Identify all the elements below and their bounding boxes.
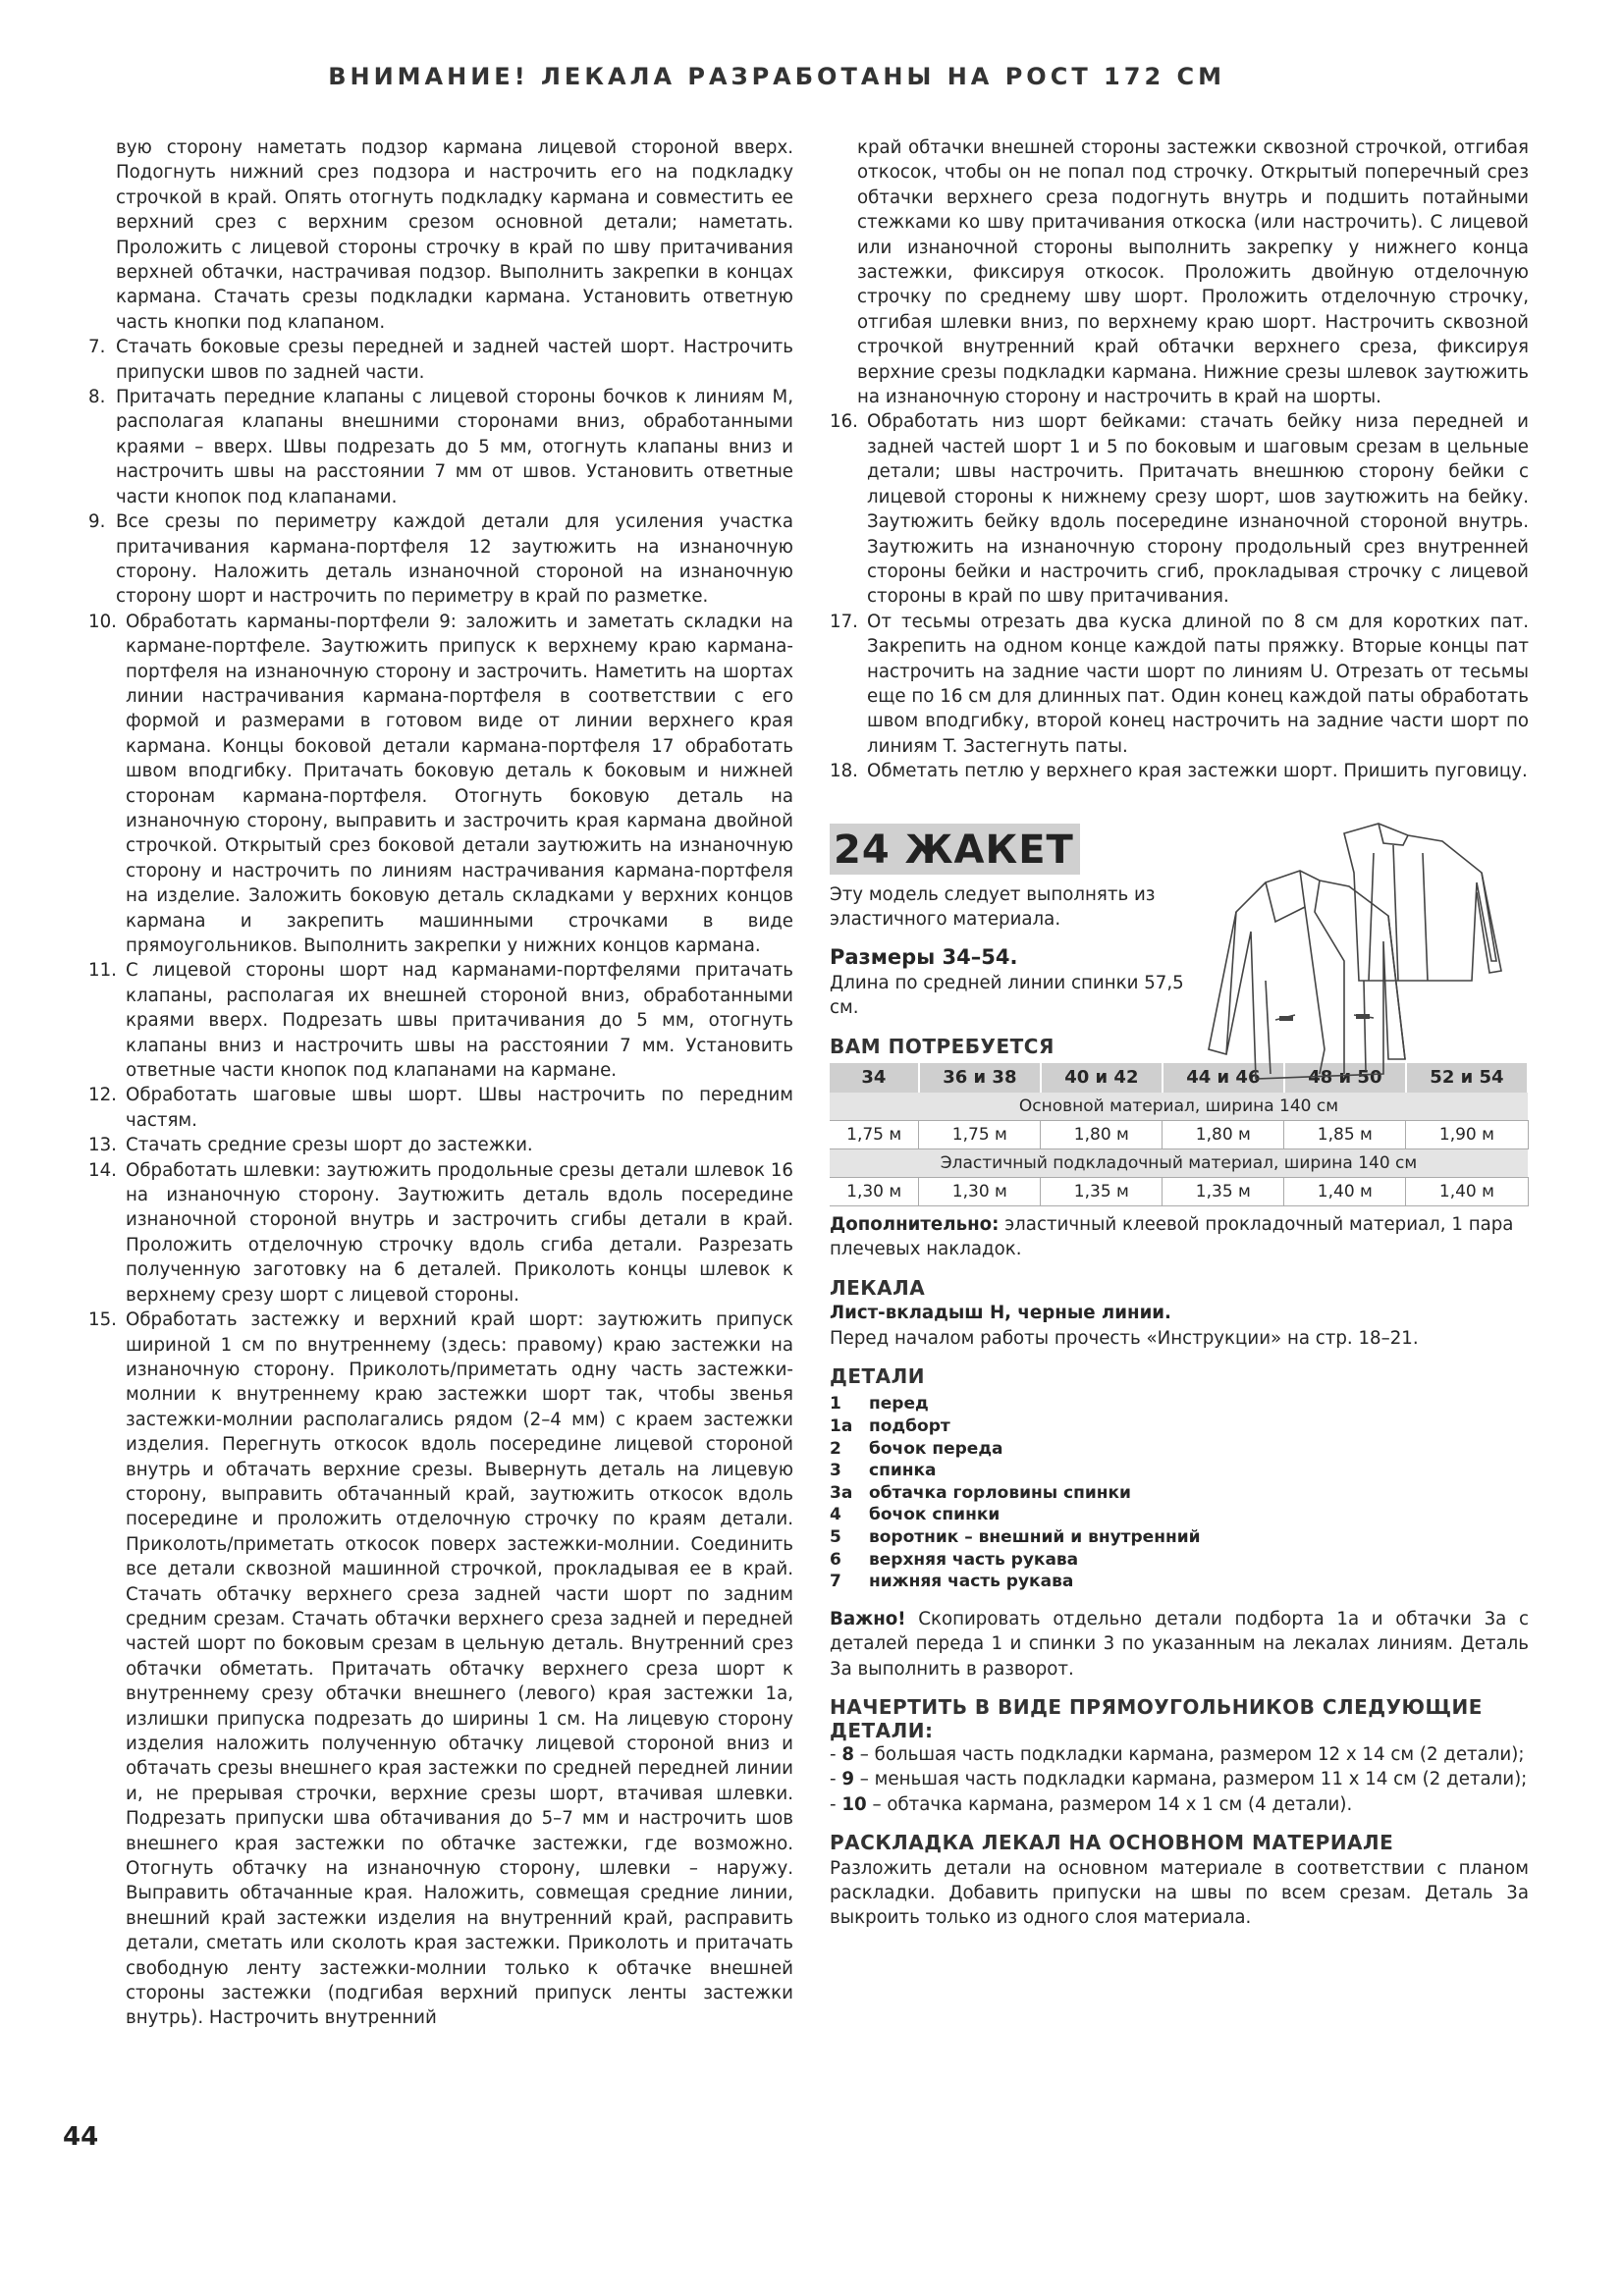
right-column xyxy=(830,135,1529,1931)
rect-number: 10 xyxy=(841,1793,867,1815)
detail-number: 7 xyxy=(830,1572,841,1592)
detail-label: верхняя часть рукава xyxy=(869,1549,1079,1570)
lining-material-value: 1,30 м xyxy=(830,1178,919,1206)
right-intro: край обтачки внешней стороны застежки сквозной строчкой, отгибая откосок, чтобы он не попал под строчку. Открытый поперечный срез обтачки верхнего среза подогнуть внутрь и подшить потайными стежками ко шву притачивания откоска (или настрочить). С лицевой или изнаночной стороны выполнить закрепку у нижнего конца застежки, фиксируя откосок. Проложить двойную отделочную строчку по среднему шву шорт. Проложить отделочную строчку, отгибая шлевки вниз, по верхнему краю шорт. Настрочить сквозной строчкой внутренний край обтачки верхнего среза, фиксируя верхние срезы подкладки кармана. Нижние срезы шлевок заутюжить на изнаночную сторону и настрочить в край на шорты. xyxy=(857,137,1529,408)
step-text: От тесьмы отрезать два куска длиной по 8 см для коротких пат. Закрепить на одном конце каждой паты пряжку. Вторые концы пат настрочить на задние части шорт по линиям U. Отрезать от тесьмы еще по 16 см для длинных пат. Один конец каждой паты обработать швом вподгибку, второй конец настрочить на задние части шорт по линиям T. Застегнуть паты. xyxy=(867,611,1529,757)
detail-item xyxy=(830,1393,1529,1415)
important-text: Скопировать отдельно детали подборта 1а и обтачки 3а с деталей переда 1 и спинки 3 по указанным на лекалах линиям. Деталь 3а выполнить в разворот. xyxy=(830,1608,1529,1680)
step-number: 8. xyxy=(88,387,106,408)
size-header: 36 и 38 xyxy=(919,1063,1041,1093)
main-material-value: 1,80 м xyxy=(1163,1121,1284,1149)
main-material-values xyxy=(830,1121,1528,1149)
details-title: ДЕТАЛИ xyxy=(830,1364,925,1389)
rect-prefix: - xyxy=(830,1744,842,1765)
model-sizes: Размеры 34–54. xyxy=(830,945,1018,970)
step-item xyxy=(830,759,1529,783)
patterns-note: Перед началом работы прочесть «Инструкции» на стр. 18–21. xyxy=(830,1327,1419,1349)
step-text: Обработать застежку и верхний край шорт: заутюжить припуск шириной 1 см по внутреннему (здесь: правому) краю застежки на изнаночную сторону. Приколоть/приметать одну часть застежки-молнии к внутреннему краю застежки шорт так, чтобы звенья застежки-молнии располагались рядом (2–4 мм) с краем застежки изделия. Перегнуть откосок вдоль посередине лицевой стороной внутрь и обтачать верхние срезы. Вывернуть деталь на лицевую сторону, выправить обтачанный край, заутюжить откосок вдоль посередине и проложить отделочную строчку по краям детали. Приколоть/приметать откосок поверх застежки-молнии. Соединить все детали сквозной машинной строчкой, прокладывая ее в край. Стачать обтачку верхнего среза задней части шорт по задним средним срезам. Стачать обтачки верхнего среза задней и передней частей шорт по боковым срезам в цельную деталь. Внутренний срез обтачки обметать. Притачать обтачку верхнего среза шорт к внутреннему срезу обтачки внешнего (левого) края застежки 1а, излишки припуска подрезать до ширины 1 см. На лицевую сторону изделия наложить полученную обтачку лицевой стороной вниз и обтачать срезы внешнего края застежки по средней передней линии и, не прерывая строчки, верхние срезы шорт, втачивая шлевки. Подрезать припуски шва обтачивания до 5–7 мм и настрочить шов внешнего края застежки по обтачке застежки, где возможно. Отогнуть обтачку на изнаночную сторону, шлевки – наружу. Выправить обтачанные края. Наложить, совмещая средние линии, внешний край застежки изделия на внутренний край, расправить детали, сметать или сколоть края застежки. Приколоть и притачать свободную ленту застежки-молнии только к обтачке внешней стороны застежки (подгибая верхний припуск ленты застежки внутрь). Настрочить внутренний xyxy=(126,1309,793,2029)
rect-text: – большая часть подкладки кармана, размером 12 х 14 см (2 детали); xyxy=(854,1744,1525,1765)
step-number: 15. xyxy=(88,1309,117,1331)
rect-item xyxy=(830,1792,1529,1817)
layout-text: Разложить детали на основном материале в соответствии с планом раскладки. Добавить припуски на швы по всем срезам. Деталь 3а выкроить только из одного слоя материала. xyxy=(830,1857,1529,1929)
step-item xyxy=(88,1133,793,1157)
step-text: Обработать шаговые швы шорт. Швы настрочить по передним частям. xyxy=(126,1085,793,1131)
detail-number: 6 xyxy=(830,1549,841,1570)
step-text: Все срезы по периметру каждой детали для усиления участка притачивания кармана-портфеля 12 заутюжить на изнаночную сторону. Наложить деталь изнаночной стороной на изнаночную сторону шорт и настрочить по периметру в край по разметке. xyxy=(116,511,793,608)
rect-number: 8 xyxy=(841,1744,855,1765)
main-material-value: 1,85 м xyxy=(1284,1121,1406,1149)
step-text: Стачать боковые срезы передней и задней частей шорт. Настрочить припуски швов по задней части. xyxy=(116,337,793,383)
left-column xyxy=(88,135,793,2031)
step-number: 10. xyxy=(88,611,117,632)
rect-text: – обтачка кармана, размером 14 х 1 см (4 детали). xyxy=(866,1793,1353,1815)
detail-number: 2 xyxy=(830,1438,841,1459)
detail-item xyxy=(830,1549,1529,1572)
patterns-sheet: Лист-вкладыш Н, черные линии. xyxy=(830,1303,1171,1324)
step-text: Стачать средние срезы шорт до застежки. xyxy=(126,1135,533,1156)
detail-item xyxy=(830,1438,1529,1461)
step-number: 13. xyxy=(88,1135,117,1156)
lining-material-value: 1,40 м xyxy=(1284,1178,1406,1206)
step-number: 11. xyxy=(88,960,117,982)
header-title: ВНИМАНИЕ! ЛЕКАЛА РАЗРАБОТАНЫ НА РОСТ 172 СМ xyxy=(328,63,1225,90)
rect-prefix: - xyxy=(830,1793,842,1815)
important-note xyxy=(830,1607,1529,1682)
main-material-value: 1,75 м xyxy=(919,1121,1041,1149)
step-number: 14. xyxy=(88,1159,117,1181)
lining-material-value: 1,40 м xyxy=(1406,1178,1528,1206)
detail-item xyxy=(830,1504,1529,1526)
detail-label: перед xyxy=(869,1394,929,1415)
detail-label: воротник – внешний и внутренний xyxy=(869,1527,1201,1547)
detail-item xyxy=(830,1415,1529,1438)
step-item xyxy=(88,1308,793,2031)
lining-material-values xyxy=(830,1178,1528,1206)
detail-label: бочок переда xyxy=(869,1438,1003,1459)
step-item xyxy=(88,1158,793,1308)
step-item xyxy=(88,509,793,610)
detail-label: нижняя часть рукава xyxy=(869,1572,1074,1592)
step-text: Обработать низ шорт бейками: стачать бейку низа передней и задней частей шорт 1 и 5 по боковым и шаговым срезам в цельные детали; швы настрочить. Притачать внешнюю сторону бейки с лицевой стороны к нижнему срезу шорт, шов заутюжить на бейку. Заутюжить бейку вдоль посередине изнаночной стороной внутрь. Заутюжить на изнаночную сторону продольный срез внутренней стороны бейки и настрочить сгиб, прокладывая строчку с лицевой стороны в край по шву притачивания. xyxy=(867,411,1529,608)
details-list xyxy=(830,1393,1529,1592)
main-material-label: Основной материал, ширина 140 см xyxy=(830,1093,1528,1121)
important-label: Важно! xyxy=(830,1608,906,1629)
model-length: Длина по средней линии спинки 57,5 см. xyxy=(830,972,1184,1019)
step-item xyxy=(88,610,793,959)
size-header: 48 и 50 xyxy=(1284,1063,1406,1093)
step-item xyxy=(830,409,1529,609)
left-steps xyxy=(88,335,793,2031)
header-bar xyxy=(0,0,1623,126)
size-header: 40 и 42 xyxy=(1041,1063,1163,1093)
step-text: Обработать шлевки: заутюжить продольные срезы детали шлевок 16 на изнаночную сторону. Заутюжить деталь вдоль посередине изнаночной стороной внутрь и застрочить сгибы детали в край. Проложить отделочную строчку вдоль сгиба детали. Разрезать полученную заготовку на 6 деталей. Приколоть концы шлевок к верхнему срезу шорт с лицевой стороны. xyxy=(126,1159,793,1306)
right-steps xyxy=(830,409,1529,783)
main-material-value: 1,75 м xyxy=(830,1121,919,1149)
step-item xyxy=(88,385,793,509)
left-intro: вую сторону наметать подзор кармана лицевой стороной вверх. Подогнуть нижний срез подзора и настрочить его на подкладку строчкой в край. Опять отогнуть подкладку кармана и совместить ее верхний срез с верхним срезом основной детали; наметать. Проложить с лицевой стороны строчку в край по шву притачивания верхней обтачки, настрачивая подзор. Выполнить закрепки в концах кармана. Стачать срезы подкладки кармана. Установить ответную часть кнопки под клапаном. xyxy=(116,137,793,333)
rect-list xyxy=(830,1742,1529,1817)
rect-text: – меньшая часть подкладки кармана, размером 11 х 14 см (2 детали); xyxy=(854,1769,1528,1790)
step-item xyxy=(830,610,1529,759)
needs-title: ВАМ ПОТРЕБУЕТСЯ xyxy=(830,1034,1055,1058)
rect-number: 9 xyxy=(841,1769,855,1790)
step-number: 9. xyxy=(88,511,106,533)
main-material-value: 1,80 м xyxy=(1041,1121,1163,1149)
rect-item xyxy=(830,1767,1529,1791)
jacket-sketch xyxy=(1197,814,1511,1108)
step-item xyxy=(88,958,793,1083)
step-number: 17. xyxy=(830,611,858,632)
detail-item xyxy=(830,1482,1529,1505)
size-header: 34 xyxy=(830,1063,919,1093)
detail-label: обтачка горловины спинки xyxy=(869,1482,1131,1503)
rect-item xyxy=(830,1742,1529,1767)
detail-number: 1 xyxy=(830,1394,841,1415)
detail-item xyxy=(830,1526,1529,1549)
rect-prefix: - xyxy=(830,1769,842,1790)
size-header: 44 и 46 xyxy=(1163,1063,1284,1093)
detail-label: спинка xyxy=(869,1461,937,1481)
model-section xyxy=(830,784,1529,1021)
step-text: С лицевой стороны шорт над карманами-портфелями притачать клапаны, располагая их внешней стороной вниз, обработанными краями вверх. Подрезать швы притачивания до 5 мм, отогнуть клапаны вниз и настрочить швы на расстоянии 7 мм. Установить ответные части кнопок под клапанами на кармане. xyxy=(126,960,793,1082)
additional-text: эластичный клеевой прокладочный материал, 1 пара плечевых накладок. xyxy=(830,1214,1514,1260)
detail-item xyxy=(830,1460,1529,1482)
layout-title: РАСКЛАДКА ЛЕКАЛ НА ОСНОВНОМ МАТЕРИАЛЕ xyxy=(830,1831,1394,1855)
detail-number: 3а xyxy=(830,1482,853,1503)
detail-number: 3 xyxy=(830,1461,841,1481)
detail-item xyxy=(830,1571,1529,1593)
step-number: 12. xyxy=(88,1085,117,1106)
step-text: Обработать карманы-портфели 9: заложить и заметать складки на кармане-портфеле. Заутюжить припуск к верхнему краю кармана-портфеля на изнаночную сторону и застрочить. Наметить на шортах линии настрачивания кармана-портфеля в соответствии с его формой и размерами в готовом виде от линии верхнего края кармана. Концы боковой детали кармана-портфеля 17 обработать швом вподгибку. Притачать боковую деталь к боковым и нижней сторонам кармана-портфеля. Отогнуть боковую деталь на изнаночную сторону, выправить и застрочить края кармана двойной строчкой. Открытый срез боковой детали заутюжить на изнаночную сторону и настрочить по линиям настрачивания кармана-портфеля на изделие. Заложить боковую деталь складками у верхних концов кармана и закрепить машинными строчками в виде прямоугольников. Выполнить закрепки у нижних концов кармана. xyxy=(126,611,793,956)
lining-material-value: 1,35 м xyxy=(1041,1178,1163,1206)
detail-number: 4 xyxy=(830,1505,841,1525)
patterns-title: ЛЕКАЛА xyxy=(830,1275,926,1300)
step-number: 16. xyxy=(830,411,858,433)
additional xyxy=(830,1212,1529,1262)
main-material-value: 1,90 м xyxy=(1406,1121,1528,1149)
lining-material-label: Эластичный подкладочный материал, ширина 140 см xyxy=(830,1149,1528,1178)
additional-label: Дополнительно: xyxy=(830,1214,1000,1235)
step-item xyxy=(88,1083,793,1133)
step-text: Обметать петлю у верхнего края застежки шорт. Пришить пуговицу. xyxy=(867,761,1528,782)
rect-title: НАЧЕРТИТЬ В ВИДЕ ПРЯМОУГОЛЬНИКОВ СЛЕДУЮЩИЕ ДЕТАЛИ: xyxy=(830,1695,1483,1742)
model-intro: Эту модель следует выполнять из эластичного материала. xyxy=(830,883,1156,930)
detail-label: бочок спинки xyxy=(869,1505,1001,1525)
step-text: Притачать передние клапаны с лицевой стороны бочков к линиям М, располагая клапаны внешними сторонами вниз, обработанными краями – вверх. Швы подрезать до 5 мм, отогнуть клапаны вниз и настрочить швы на расстоянии 7 мм от швов. Установить ответные части кнопок под клапанами. xyxy=(116,387,793,507)
detail-number: 5 xyxy=(830,1527,841,1547)
step-item xyxy=(88,335,793,385)
page-number: 44 xyxy=(63,2122,99,2152)
size-header: 52 и 54 xyxy=(1406,1063,1528,1093)
detail-label: подборт xyxy=(869,1416,950,1437)
model-title: 24 ЖАКЕТ xyxy=(830,824,1080,875)
step-number: 7. xyxy=(88,337,106,358)
step-number: 18. xyxy=(830,761,858,782)
lining-material-value: 1,35 м xyxy=(1163,1178,1284,1206)
lining-material-value: 1,30 м xyxy=(919,1178,1041,1206)
detail-number: 1а xyxy=(830,1416,853,1437)
